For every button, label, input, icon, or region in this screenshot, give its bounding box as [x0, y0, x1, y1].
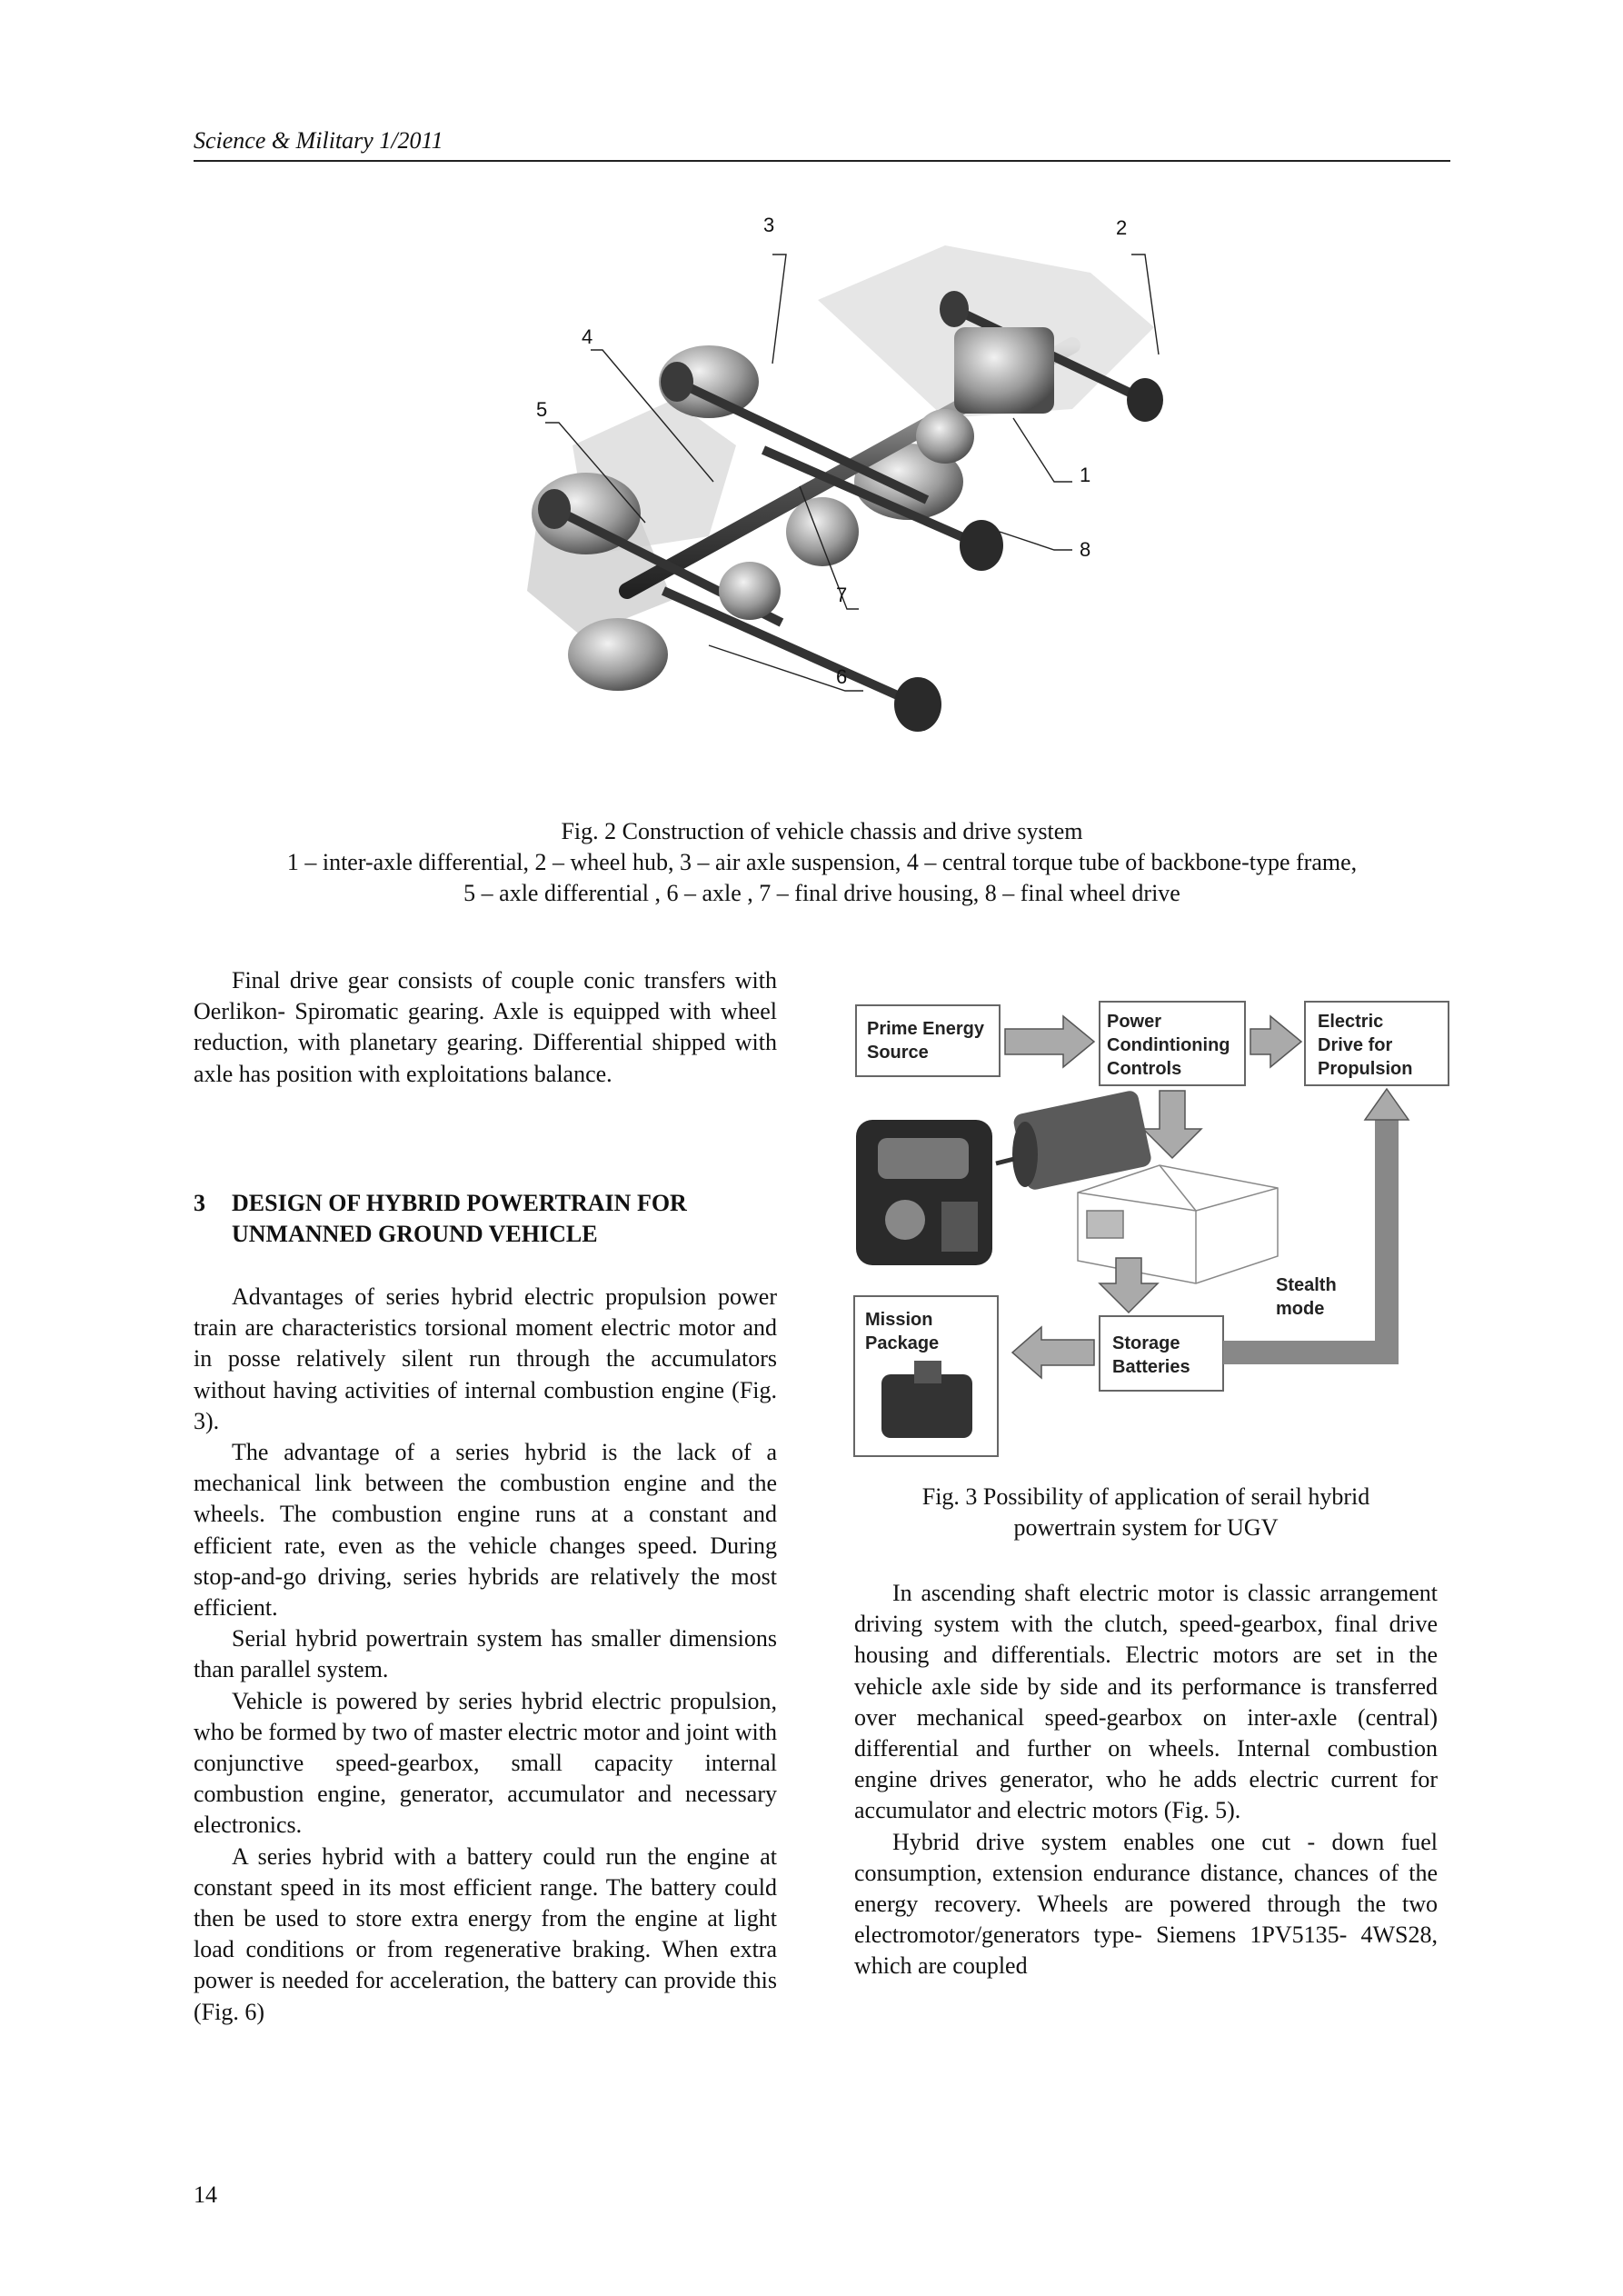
paragraph: Advantages of series hybrid electric propulsion power train are characteristics torsional moment electric motor and in posse relatively silent run through the accumulators without having activities of internal combustion engine (Fig. 3). [194, 1283, 777, 1434]
journal-header: Science & Military 1/2011 [194, 127, 443, 154]
engine-image [856, 1120, 992, 1265]
figure-2-caption-title: Fig. 2 Construction of vehicle chassis and drive system [561, 818, 1083, 844]
controller-sketch [1078, 1165, 1278, 1283]
box-label: Propulsion [1318, 1059, 1413, 1079]
left-column-para-1 [194, 965, 777, 1090]
callout-label: 1 [1080, 464, 1091, 486]
paragraph: Hybrid drive system enables one cut - down fuel consumption, extension endurance distance, chances of the energy recovery. Wheels are powered through the two electromotor/generators type- Siemens 1PV5135- 4WS28, which are coupled [854, 1828, 1438, 1980]
box-label: Condintioning [1107, 1035, 1230, 1055]
figure-2-chassis-diagram [436, 209, 1209, 791]
figure-3-caption-line: Fig. 3 Possibility of application of serail hybrid [921, 1483, 1370, 1510]
stealth-mode-label: mode [1276, 1299, 1325, 1319]
paragraph: Serial hybrid powertrain system has smaller dimensions than parallel system. [194, 1625, 777, 1683]
callout-label: 3 [763, 214, 775, 236]
callout-label: 7 [836, 584, 848, 606]
box-label: Prime Energy [867, 1019, 984, 1039]
section-title: DESIGN OF HYBRID POWERTRAIN FOR [232, 1190, 687, 1216]
box-label: Power [1107, 1012, 1162, 1032]
box-label: Storage [1112, 1333, 1180, 1353]
arrow-down-icon [1143, 1091, 1201, 1158]
paragraph: Final drive gear consists of couple conic transfers with Oerlikon- Spiromatic gearing. Axle is equipped with wheel reduction, with planetary gearing. Differential shipped with axle has position with exploitations balance. [194, 967, 777, 1087]
right-column-body [854, 1578, 1438, 1982]
page-number: 14 [194, 2181, 217, 2208]
header-rule [194, 160, 1450, 162]
box-label: Drive for [1318, 1035, 1393, 1055]
section-number: 3 [194, 1190, 205, 1216]
paragraph: A series hybrid with a battery could run the engine at constant speed in its most efficient range. The battery could then be used to store extra energy from the engine at light load conditions or from regenerative braking. When extra power is needed for acceleration, the battery can provide this (Fig. 6) [194, 1842, 777, 2025]
prime-energy-box [856, 1005, 1000, 1076]
stealth-mode-label: Stealth [1276, 1275, 1337, 1295]
figure-2-caption-legend: 5 – axle differential , 6 – axle , 7 – final drive housing, 8 – final wheel drive [463, 880, 1180, 906]
section-heading [194, 1188, 777, 1250]
callout-label: 2 [1116, 216, 1128, 239]
paragraph: In ascending shaft electric motor is classic arrangement driving system with the clutch, speed-gearbox, final drive housing and differentials. Electric motors are set in the vehicle axle side by side and its performance is transferred over mechanical speed-gearbox on inter-axle (central) differential and further on wheels. Internal combustion engine drives generator, who he adds electric current for accumulator and electric motors (Fig. 5). [854, 1580, 1438, 1824]
figure-3-hybrid-diagram [851, 993, 1452, 1462]
figure-2-caption [194, 816, 1450, 909]
section-title: UNMANNED GROUND VEHICLE [232, 1221, 598, 1247]
callout-label: 6 [836, 665, 848, 688]
paragraph: Vehicle is powered by series hybrid electric propulsion, who be formed by two of master electric motor and joint with conjunctive speed-gearbox, small capacity internal combustion engine, generator, accumulator and necessary electronics. [194, 1687, 777, 1839]
arrow-up-icon [1365, 1089, 1409, 1120]
arrow-left-icon [1012, 1327, 1094, 1378]
left-column-body [194, 1282, 777, 2028]
box-label: Mission [865, 1310, 933, 1330]
arrow-right-icon [1005, 1016, 1094, 1067]
box-label: Source [867, 1043, 929, 1063]
box-label: Batteries [1112, 1357, 1190, 1377]
figure-3-caption-line: powertrain system for UGV [1013, 1514, 1279, 1541]
arrow-right-icon [1250, 1016, 1301, 1067]
callout-label: 5 [536, 398, 548, 421]
callout-label: 4 [582, 325, 593, 348]
box-label: Electric [1318, 1012, 1384, 1032]
storage-batteries-box [1100, 1316, 1223, 1391]
paragraph: The advantage of a series hybrid is the lack of a mechanical link between the combustion engine and the wheels. The combustion engine runs at a constant and efficient rate, even as the vehicle changes speed. During stop-and-go driving, series hybrids are relatively the most efficient. [194, 1439, 777, 1622]
box-label: Controls [1107, 1059, 1182, 1079]
callout-label: 8 [1080, 538, 1091, 561]
box-label: Package [865, 1333, 940, 1353]
figure-3-caption [854, 1482, 1438, 1543]
figure-2-caption-legend: 1 – inter-axle differential, 2 – wheel hub, 3 – air axle suspension, 4 – central torque tube of backbone-type frame, [286, 849, 1358, 875]
